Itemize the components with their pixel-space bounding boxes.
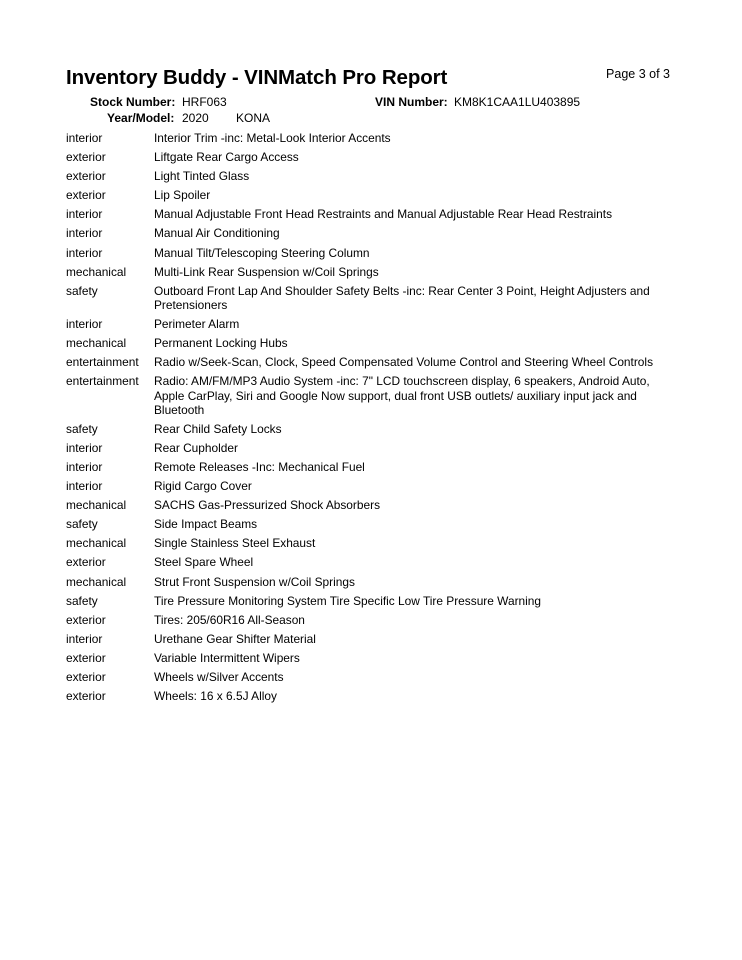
feature-list bbox=[66, 131, 676, 708]
feature-row bbox=[66, 246, 676, 260]
feature-description: Variable Intermittent Wipers bbox=[154, 650, 300, 665]
feature-row bbox=[66, 536, 676, 550]
feature-description: Perimeter Alarm bbox=[154, 317, 240, 332]
report-title: Inventory Buddy - VINMatch Pro Report bbox=[66, 66, 448, 89]
feature-row bbox=[66, 555, 676, 569]
page-indicator: Page 3 of 3 bbox=[606, 67, 670, 81]
feature-description: Single Stainless Steel Exhaust bbox=[154, 536, 316, 551]
feature-category: mechanical bbox=[66, 574, 127, 589]
stock-number-value: HRF063 bbox=[182, 95, 227, 109]
feature-category: interior bbox=[66, 440, 103, 455]
feature-row bbox=[66, 150, 676, 164]
feature-row bbox=[66, 265, 676, 279]
feature-row bbox=[66, 131, 676, 145]
feature-category: entertainment bbox=[66, 355, 139, 370]
feature-category: interior bbox=[66, 131, 103, 145]
feature-category: interior bbox=[66, 317, 103, 332]
feature-category: mechanical bbox=[66, 336, 127, 351]
feature-description: Light Tinted Glass bbox=[154, 169, 250, 184]
feature-description: Rigid Cargo Cover bbox=[154, 479, 252, 494]
model-value: KONA bbox=[236, 111, 271, 125]
feature-category: mechanical bbox=[66, 536, 127, 551]
feature-description: Strut Front Suspension w/Coil Springs bbox=[154, 574, 355, 589]
feature-row bbox=[66, 441, 676, 455]
feature-description: SACHS Gas-Pressurized Shock Absorbers bbox=[154, 498, 381, 513]
feature-category: exterior bbox=[66, 612, 106, 627]
feature-row bbox=[66, 575, 676, 589]
feature-row bbox=[66, 632, 676, 646]
feature-row bbox=[66, 374, 676, 417]
feature-row bbox=[66, 284, 676, 312]
feature-category: mechanical bbox=[66, 264, 127, 279]
feature-category: exterior bbox=[66, 689, 106, 704]
feature-category: interior bbox=[66, 207, 103, 222]
feature-description: Permanent Locking Hubs bbox=[154, 336, 288, 351]
feature-description: Radio w/Seek-Scan, Clock, Speed Compensated Volume Control and Steering Wheel Controls bbox=[154, 355, 654, 370]
feature-description: Wheels w/Silver Accents bbox=[154, 670, 284, 685]
feature-category: exterior bbox=[66, 150, 106, 165]
feature-description: Rear Child Safety Locks bbox=[154, 421, 282, 436]
feature-description: Multi-Link Rear Suspension w/Coil Springs bbox=[154, 264, 379, 279]
feature-description: Tire Pressure Monitoring System Tire Specific Low Tire Pressure Warning bbox=[154, 593, 542, 608]
feature-description: Tires: 205/60R16 All-Season bbox=[154, 612, 305, 627]
year-model-label: Year/Model: bbox=[107, 111, 175, 125]
year-value: 2020 bbox=[182, 111, 209, 125]
feature-description: Radio: AM/FM/MP3 Audio System -inc: 7" LCD touchscreen display, 6 speakers, Android Auto, Apple CarPlay, Siri and Google Now support, dual front USB outlets/ auxiliary input jack and Bluetooth bbox=[154, 374, 650, 417]
feature-description: Lip Spoiler bbox=[154, 188, 211, 203]
feature-row bbox=[66, 498, 676, 512]
feature-category: exterior bbox=[66, 650, 106, 665]
feature-row bbox=[66, 613, 676, 627]
feature-description: Urethane Gear Shifter Material bbox=[154, 631, 316, 646]
feature-category: interior bbox=[66, 245, 103, 260]
feature-description: Manual Air Conditioning bbox=[154, 226, 280, 241]
feature-category: exterior bbox=[66, 188, 106, 203]
feature-row bbox=[66, 422, 676, 436]
feature-description: Liftgate Rear Cargo Access bbox=[154, 150, 299, 165]
feature-category: interior bbox=[66, 631, 103, 646]
feature-row bbox=[66, 355, 676, 369]
feature-row bbox=[66, 460, 676, 474]
feature-row bbox=[66, 517, 676, 531]
feature-category: interior bbox=[66, 479, 103, 494]
feature-description: Rear Cupholder bbox=[154, 440, 238, 455]
feature-row bbox=[66, 169, 676, 183]
feature-row bbox=[66, 651, 676, 665]
feature-category: safety bbox=[66, 421, 98, 436]
feature-description: Interior Trim -inc: Metal-Look Interior Accents bbox=[154, 131, 391, 145]
feature-description: Wheels: 16 x 6.5J Alloy bbox=[154, 689, 277, 704]
feature-category: entertainment bbox=[66, 374, 139, 389]
feature-category: interior bbox=[66, 226, 103, 241]
feature-category: safety bbox=[66, 593, 98, 608]
feature-description: Steel Spare Wheel bbox=[154, 555, 254, 570]
feature-description: Manual Tilt/Telescoping Steering Column bbox=[154, 245, 370, 260]
feature-category: mechanical bbox=[66, 498, 127, 513]
feature-category: exterior bbox=[66, 555, 106, 570]
feature-description: Remote Releases -Inc: Mechanical Fuel bbox=[154, 460, 365, 475]
feature-row bbox=[66, 317, 676, 331]
feature-description: Manual Adjustable Front Head Restraints and Manual Adjustable Rear Head Restraints bbox=[154, 207, 613, 222]
stock-number-label: Stock Number: bbox=[90, 95, 176, 109]
feature-category: interior bbox=[66, 460, 103, 475]
feature-description: Side Impact Beams bbox=[154, 517, 258, 532]
feature-category: safety bbox=[66, 283, 98, 298]
feature-row bbox=[66, 336, 676, 350]
feature-category: exterior bbox=[66, 169, 106, 184]
feature-row bbox=[66, 689, 676, 703]
feature-row bbox=[66, 207, 676, 221]
feature-row bbox=[66, 594, 676, 608]
vin-value: KM8K1CAA1LU403895 bbox=[454, 95, 581, 109]
feature-category: safety bbox=[66, 517, 98, 532]
feature-row bbox=[66, 226, 676, 240]
vin-label: VIN Number: bbox=[375, 95, 448, 109]
feature-description: Outboard Front Lap And Shoulder Safety Belts -inc: Rear Center 3 Point, Height Adjusters and Pretensioners bbox=[154, 283, 650, 312]
feature-row bbox=[66, 670, 676, 684]
feature-category: exterior bbox=[66, 670, 106, 685]
feature-row bbox=[66, 188, 676, 202]
feature-row bbox=[66, 479, 676, 493]
